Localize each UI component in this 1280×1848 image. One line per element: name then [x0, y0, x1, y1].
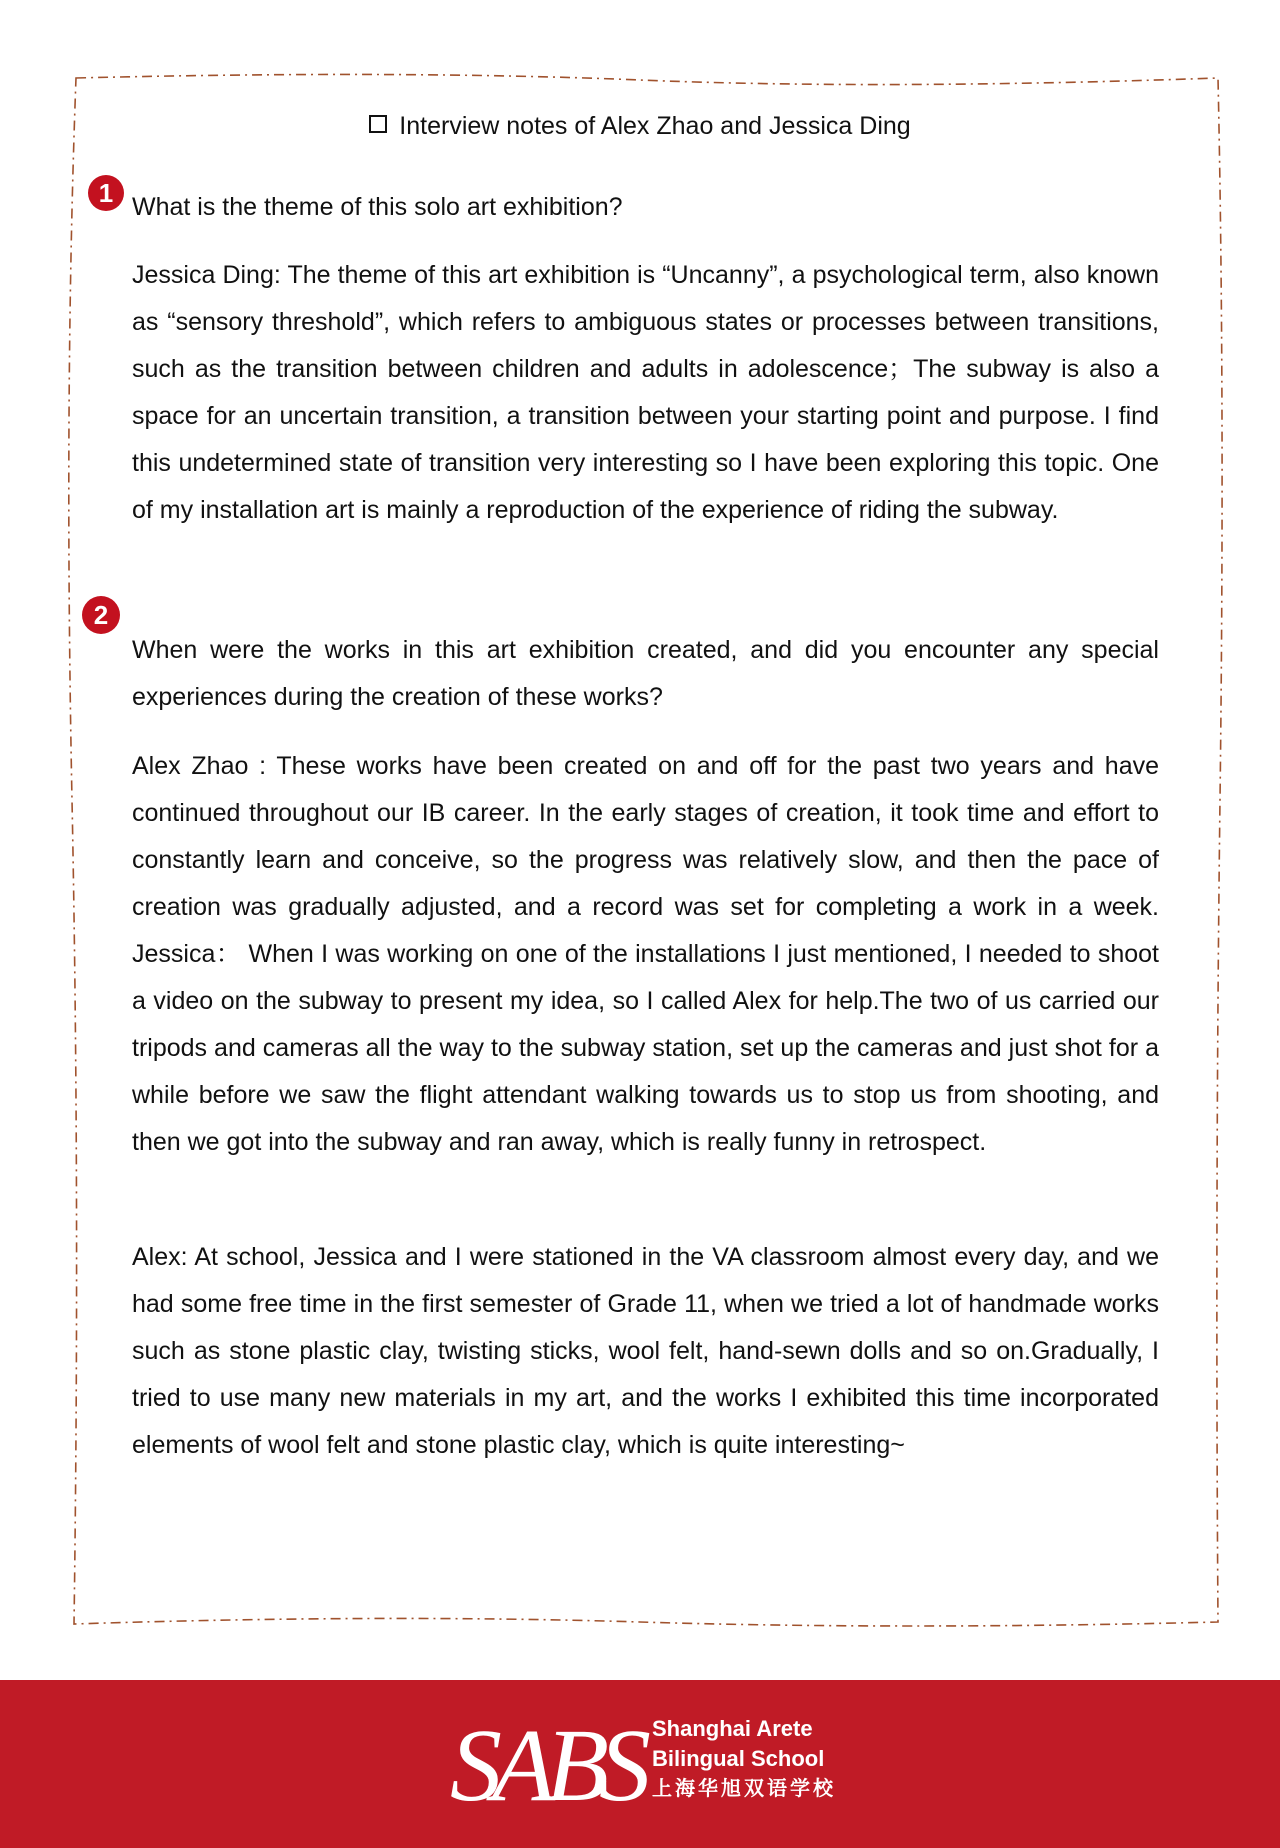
question-number-badge-1: 1	[88, 175, 124, 211]
answer-2-alex-jessica: Alex Zhao : These works have been created on and off for the past two years and have continued throughout our IB career. In the early stages of creation, it took time and effort to constantly learn and conceive, so the progress was relatively slow, and then the pace of creation was gradually adjusted, and a record was set for completing a work in a week. Jessica： When I was working on one of the installations I just mentioned, I needed to shoot a video on the subway to present my idea, so I called Alex for help.The two of us carried our tripods and cameras all the way to the subway station, set up the cameras and just shot for a while before we saw the flight attendant walking towards us to stop us from shooting, and then we got into the subway and ran away, which is really funny in retrospect.	[132, 752, 1159, 1156]
page-title: Interview notes of Alex Zhao and Jessica Ding	[0, 112, 1280, 141]
question-number-badge-2: 2	[82, 596, 120, 634]
answer-1-jessica: Jessica Ding: The theme of this art exhibition is “Uncanny”, a psychological term, also known as “sensory threshold”, which refers to ambiguous states or processes between transitions, such as the transition between children and adults in adolescence；The subway is also a space for an uncertain transition, a transition between your starting point and purpose. I find this undetermined state of transition very interesting so I have been exploring this topic. One of my installation art is mainly a reproduction of the experience of riding the subway.	[132, 261, 1159, 524]
question-2: When were the works in this art exhibition created, and did you encounter any special experiences during the creation of these works?	[132, 636, 1159, 711]
school-name-line1: Shanghai Arete	[652, 1716, 813, 1741]
answer-2-alex: Alex: At school, Jessica and I were stationed in the VA classroom almost every day, and we had some free time in the first semester of Grade 11, when we tried a lot of handmade works such as stone plastic clay, twisting sticks, wool felt, hand-sewn dolls and so on.Gradually, I tried to use many new materials in my art, and the works I exhibited this time incorporated elements of wool felt and stone plastic clay, which is quite interesting~	[132, 1243, 1159, 1459]
school-name	[652, 1714, 836, 1804]
school-logo-mark: SABS	[450, 1708, 642, 1823]
checkbox-icon	[369, 115, 387, 133]
footer-banner	[0, 1680, 1280, 1848]
school-name-line2: Bilingual School	[652, 1746, 825, 1771]
school-name-chinese: 上海华旭双语学校	[652, 1778, 836, 1800]
question-1: What is the theme of this solo art exhibition?	[132, 193, 623, 221]
